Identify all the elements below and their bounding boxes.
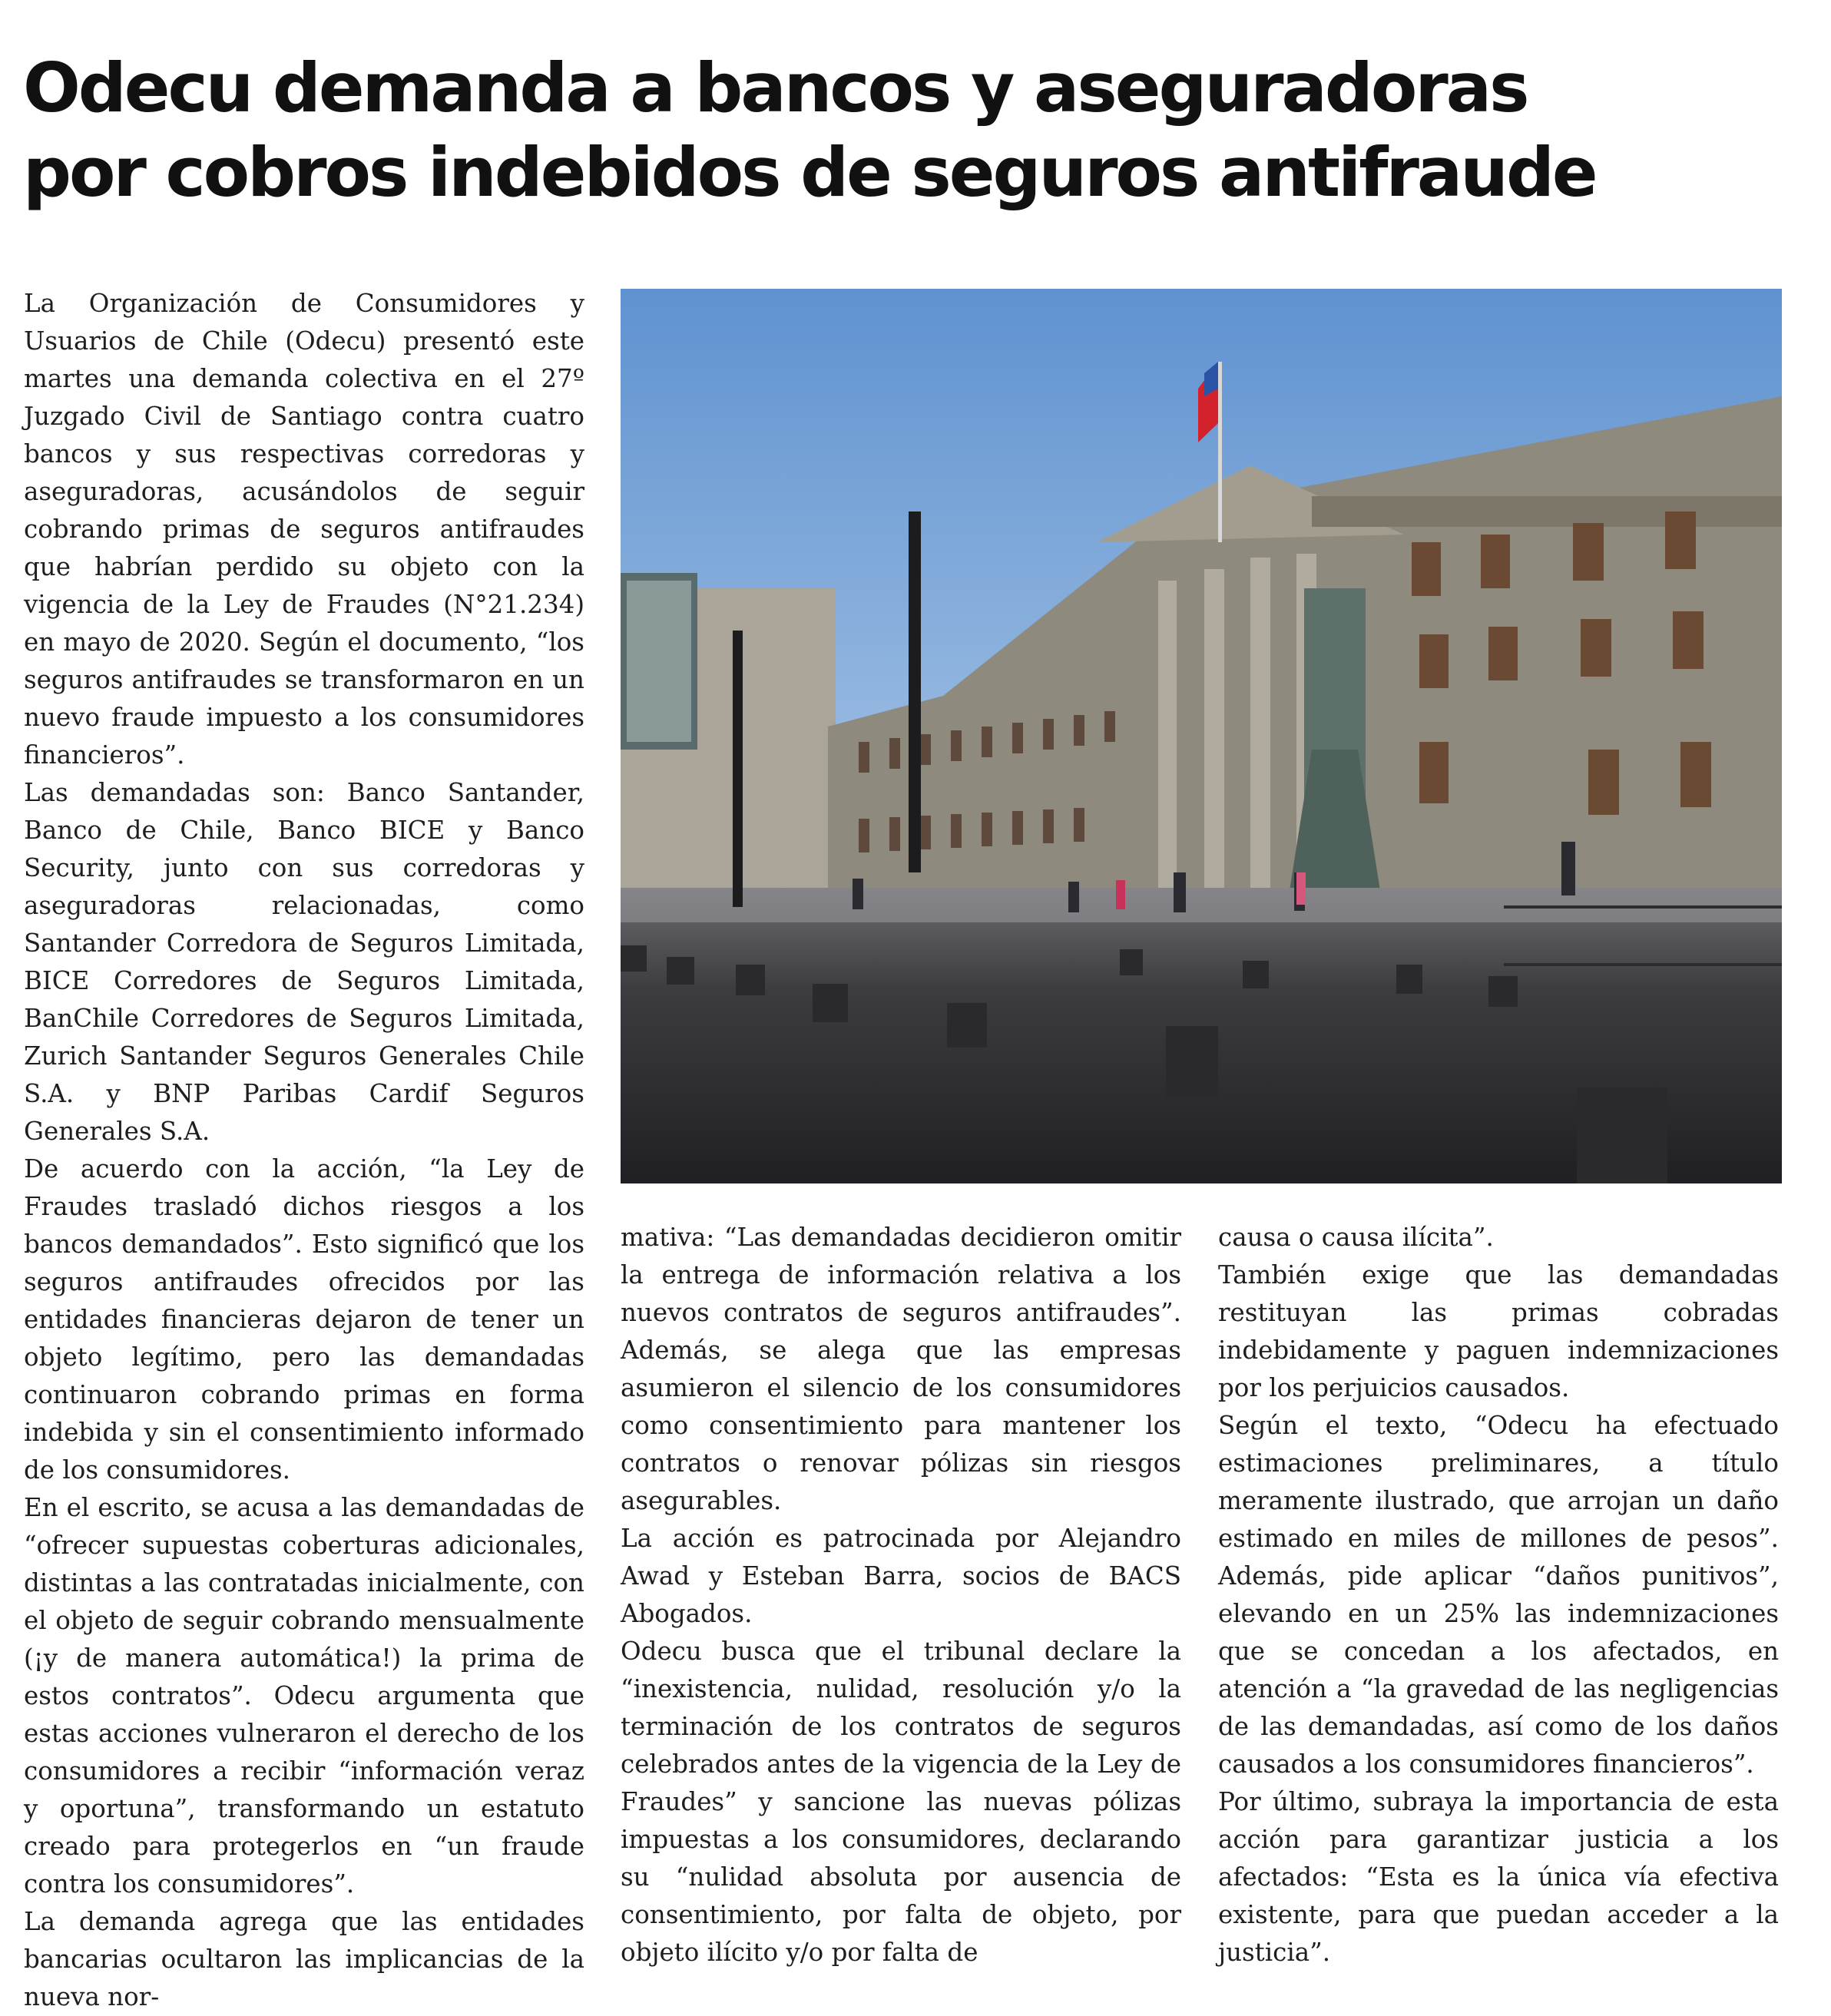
courthouse-photo [621,289,1782,1183]
article-column-3 [1218,1219,1779,1971]
paragraph: Por último, subraya la importancia de esta acción para garantizar justicia a los afectados: “Esta es la única vía efectiva existente, para que puedan acceder a la justicia”. [1218,1787,1779,1967]
paragraph: mativa: “Las demandadas decidieron omitir la entrega de información relativa a los nuevos contratos de seguros antifraudes”. Además, se alega que las empresas asumieron el silencio de los consumidores como consentimiento para mantener los contratos o renovar pólizas sin riesgos asegurables. [621,1223,1181,1515]
article-column-1 [24,285,584,2016]
paragraph: En el escrito, se acusa a las demandadas de “ofrecer supuestas coberturas adicionales, distintas a las contratadas inicialmente, con el objeto de seguir cobrando mensualmente (¡y de manera automática!) la prima de estos contratos”. Odecu argumenta que estas acciones vulneraron el derecho de los consumidores a recibir “información veraz y oportuna”, transformando un estatuto creado para protegerlos en “un fraude contra los consumidores”. [24,1493,584,1898]
paragraph: Según el texto, “Odecu ha efectuado estimaciones preliminares, a título meramente ilustrado, que arrojan un daño estimado en miles de millones de pesos”. Además, pide aplicar “daños punitivos”, elevando en un 25% las indemnizaciones que se concedan a los afectados, en atención a “la gravedad de las negligencias de las demandadas, así como de los daños causados a los consumidores financieros”. [1218,1411,1779,1779]
paragraph: La Organización de Consumidores y Usuarios de Chile (Odecu) presentó este martes una demanda colectiva en el 27º Juzgado Civil de Santiago contra cuatro bancos y sus respectivas corredoras y aseguradoras, acusándolos de seguir cobrando primas de seguros antifraudes que habrían perdido su objeto con la vigencia de la Ley de Fraudes (N°21.234) en mayo de 2020. Según el documento, “los seguros antifraudes se transformaron en un nuevo fraude impuesto a los consumidores financieros”. [24,289,584,770]
paragraph: Las demandadas son: Banco Santander, Banco de Chile, Banco BICE y Banco Security, junto con sus corredoras y aseguradoras relacionadas, como Santander Corredora de Seguros Limitada, BICE Corredores de Seguros Limitada, BanChile Corredores de Seguros Limitada, Zurich Santander Seguros Generales Chile S.A. y BNP Paribas Cardif Seguros Generales S.A. [24,778,584,1146]
paragraph: De acuerdo con la acción, “la Ley de Fraudes trasladó dichos riesgos a los bancos demandados”. Esto significó que los seguros antifraudes ofrecidos por las entidades financieras dejaron de tener un objeto legítimo, pero las demandadas continuaron cobrando primas en forma indebida y sin el consentimiento informado de los consumidores. [24,1154,584,1485]
paragraph: La acción es patrocinada por Alejandro Awad y Esteban Barra, socios de BACS Abogados. [621,1524,1181,1628]
paragraph: También exige que las demandadas restituyan las primas cobradas indebidamente y paguen indemnizaciones por los perjuicios causados. [1218,1260,1779,1402]
headline-line-1: Odecu demanda a bancos y aseguradoras [23,48,1528,127]
paragraph: causa o causa ilícita”. [1218,1223,1494,1252]
headline-line-2: por cobros indebidos de seguros antifraude [23,133,1596,212]
article-column-2 [621,1219,1181,1971]
paragraph: Odecu busca que el tribunal declare la “inexistencia, nulidad, resolución y/o la terminación de los contratos de seguros celebrados antes de la vigencia de la Ley de Fraudes” y sancione las nuevas pólizas impuestas a los consumidores, declarando su “nulidad absoluta por ausencia de consentimiento, por falta de objeto, por objeto ilícito y/o por falta de [621,1637,1181,1967]
headline [23,46,1790,215]
paragraph: La demanda agrega que las entidades bancarias ocultaron las implicancias de la nueva nor- [24,1907,584,2011]
